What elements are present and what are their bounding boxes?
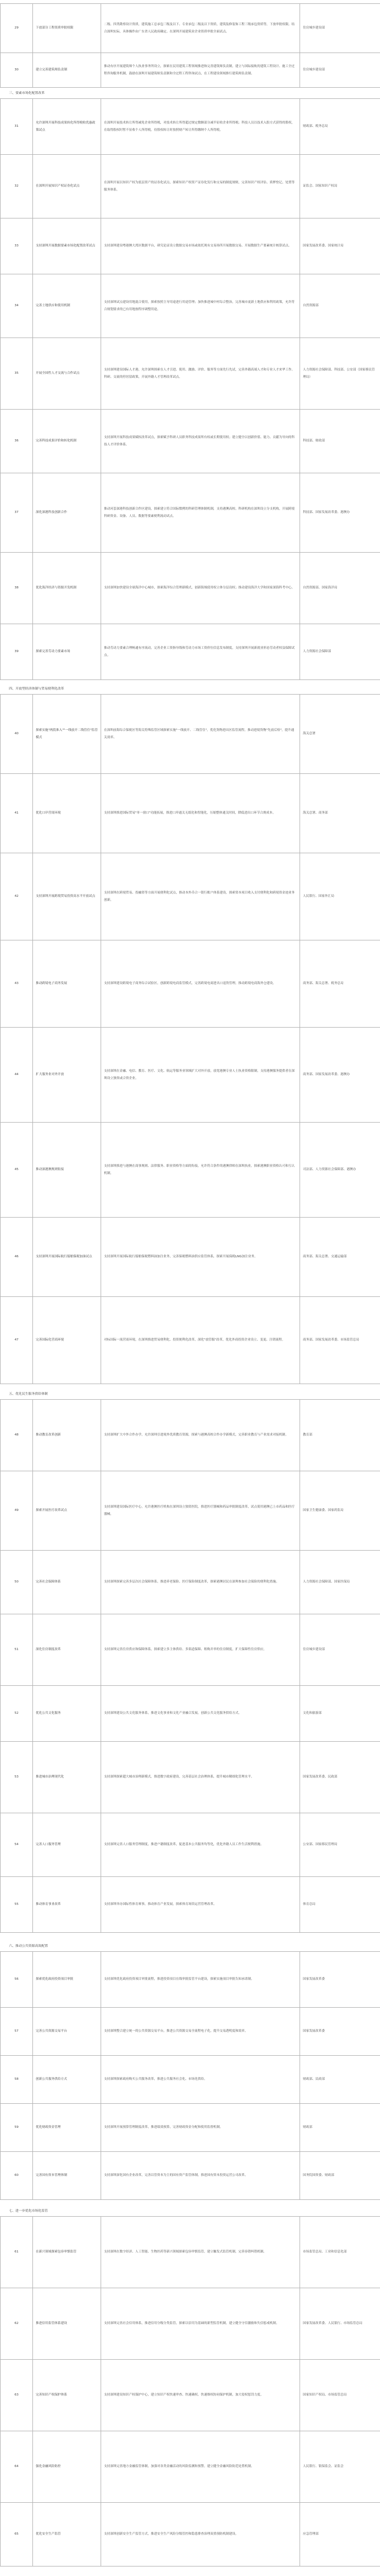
table-row xyxy=(1,624,380,680)
responsible-dept: 海关总署、商务部 xyxy=(300,774,380,853)
row-number: 29 xyxy=(1,4,33,53)
table-row xyxy=(1,2152,380,2200)
table-row xyxy=(1,853,380,940)
row-number: 33 xyxy=(1,218,33,274)
row-number: 50 xyxy=(1,1551,33,1614)
table-row xyxy=(1,2056,380,2104)
item-content: 支持深圳推进与港澳在商事规则、法律服务、职业资格等方面的衔接，允许符合条件的港澳律师在深圳执业，探索港澳职业资格认可和互认机制。 xyxy=(101,1123,300,1218)
responsible-dept: 司法部、人力资源社会保障部、港澳办 xyxy=(300,1123,380,1218)
responsible-dept: 国家发展改革委、民政部 xyxy=(300,1742,380,1813)
table-row xyxy=(1,338,380,410)
section-heading-four: 四、开放型经济体制与贸易便利化改革 xyxy=(9,687,64,691)
item-name: 推进城市治理现代化 xyxy=(33,1742,101,1813)
item-content: 二级、四类勘察设计资质，建筑施工总承包三级及以下、专业承包二级及以下资质，建筑装修装饰工程三级承包资质等，下放审批权限。结合深圳实际，具体操作由广东省人民政府确定。在深圳开展建筑业企业资质审批全面试点。 xyxy=(101,4,300,53)
section-heading-five: 五、优化民生服务供给体制 xyxy=(9,1392,48,1396)
item-content: 支持深圳建设公共文化服务体系，推进文化事业和文化产业融合发展，创新公共文化服务供给方式。 xyxy=(101,1686,300,1742)
table-row xyxy=(1,695,380,774)
items-table-top xyxy=(0,3,380,88)
responsible-dept: 国家发展改革委、人民银行、市场监管总局 xyxy=(300,2288,380,2360)
items-table-five xyxy=(0,1399,380,1933)
row-number: 37 xyxy=(1,473,33,553)
row-number: 46 xyxy=(1,1218,33,1297)
item-content: 支持深圳扩大中外合作办学，允许深圳引进境外优质教育资源，探索与港澳高校合作办学新模式，完善职业教育与产业需求对接机制。 xyxy=(101,1400,300,1471)
item-content: 支持深圳优化政府投资项目审批流程，推进投资项目在线审批监管平台建设，探索实施项目审批告知承诺制。 xyxy=(101,1952,300,2008)
table-row xyxy=(1,53,380,88)
row-number: 62 xyxy=(1,2288,33,2360)
table-row xyxy=(1,274,380,338)
row-number: 59 xyxy=(1,2104,33,2152)
row-number: 52 xyxy=(1,1686,33,1742)
item-name: 探索优化政府投资项目审批 xyxy=(33,1952,101,2008)
table-row xyxy=(1,1877,380,1933)
item-name: 优化公共文化服务 xyxy=(33,1686,101,1742)
table-row xyxy=(1,774,380,853)
table-row xyxy=(1,473,380,553)
item-content: 支持深圳推进国际贸易"单一窗口"功能拓展，推进口岸通关无纸化和智能化，压缩整体通关时间，降低进出口环节合规成本。 xyxy=(101,774,300,853)
responsible-dept: 科技部、国家发展改革委、港澳办 xyxy=(300,473,380,553)
item-content: 推动劳动力要素合理畅通有序流动，完善企业工资指导线和劳动力市场工资价位信息发布制度，支持深圳开展新就业形态劳动者权益保障试点。 xyxy=(101,624,300,680)
item-content: 推动有序开展建筑师个人执业事务所设立，探索在民用建筑工程领域推进和完善建筑师负责制，建立与国际接轨的建筑工程设计、施工全过程咨询服务机制，鼓励在深圳开展建筑师负责制和全过程工程咨询试点，在工程建设领域推行建筑师负责制。 xyxy=(101,53,300,88)
item-name: 探索实施"两段准入""一线放开二线管住"监管模式 xyxy=(33,695,101,774)
section-heading-three: 三、要素市场化配置改革 xyxy=(9,92,45,95)
table-row xyxy=(1,1400,380,1471)
table-row xyxy=(1,4,380,53)
responsible-dept: 国家知识产权局、市场监管总局 xyxy=(300,2360,380,2431)
responsible-dept: 教育部 xyxy=(300,1400,380,1471)
table-row xyxy=(1,2503,380,2567)
responsible-dept: 人民银行、银保监会、证监会 xyxy=(300,2431,380,2503)
item-content: 支持深圳加快建设全球海洋中心城市，探索海洋综合管理新模式，创新海域使用权立体分层设权；推动建设海洋大学和国家深海科考中心。 xyxy=(101,553,300,624)
item-content: 在深圳开展以知识产权为底层资产的证券化试点，探索知识产权资产证券化发行和交易的制度规则，完善知识产权评估、质押登记、处置等服务体系。 xyxy=(101,155,300,218)
row-number: 54 xyxy=(1,1813,33,1877)
table-row xyxy=(1,1742,380,1813)
item-content: 支持深圳建设知识产权保护中心，建立知识产权快速审查、快速确权、快速维权协同保护机制，加大侵权惩罚力度。 xyxy=(101,2360,300,2431)
table-row xyxy=(1,1952,380,2008)
item-content: 支持深圳建设粤港澳大湾区数据平台，研究论证设立数据交易市场或依托现有交易场所开展数据交易。开展数据生产要素统计核算试点。 xyxy=(101,218,300,274)
item-content: 支持深圳在跨境贸易、投融资等方面开展便利化试点，推动本外币合一银行账户体系建设，探索资本项目收入支付便利化和跨境资金池业务创新。 xyxy=(101,853,300,940)
table-row xyxy=(1,99,380,155)
row-number: 57 xyxy=(1,2008,33,2056)
item-name: 探索开展医疗改革试点 xyxy=(33,1471,101,1551)
item-name: 扩大服务业对外开放 xyxy=(33,1028,101,1123)
row-number: 58 xyxy=(1,2056,33,2104)
row-number: 42 xyxy=(1,853,33,940)
row-number: 30 xyxy=(1,53,33,88)
responsible-dept: 市场监管总局、工业和信息化部 xyxy=(300,2217,380,2288)
table-row xyxy=(1,2360,380,2431)
table-row xyxy=(1,1551,380,1614)
responsible-dept: 住房城乡建设部 xyxy=(300,53,380,88)
item-content: 支持深圳创新安全生产监管方式，推进安全生产风险分级管控和隐患排查治理双重预防机制建设。 xyxy=(101,2503,300,2567)
table-row xyxy=(1,2288,380,2360)
table-row xyxy=(1,553,380,624)
row-number: 44 xyxy=(1,1028,33,1123)
item-name: 推动教育改革创新 xyxy=(33,1400,101,1471)
item-name: 深化深港科技创新合作 xyxy=(33,473,101,553)
row-number: 35 xyxy=(1,338,33,410)
responsible-dept: 住房城乡建设部 xyxy=(300,1614,380,1686)
responsible-dept: 国家卫生健康委、国家药监局 xyxy=(300,1471,380,1551)
row-number: 34 xyxy=(1,274,33,338)
item-content: 支持深圳开展科技成果赋权改革试点，探索赋予科研人员职务科技成果所有权或长期使用权；建立健全以创新价值、能力、贡献为导向的科技人才评价体系。 xyxy=(101,410,300,473)
responsible-dept: 住房城乡建设部 xyxy=(300,4,380,53)
row-number: 65 xyxy=(1,2503,33,2567)
row-number: 56 xyxy=(1,1952,33,2008)
responsible-dept: 财政部 xyxy=(300,2104,380,2152)
responsible-dept: 人民银行、国家外汇局 xyxy=(300,853,380,940)
row-number: 41 xyxy=(1,774,33,853)
item-name: 开展全国性人才交流与合作试点 xyxy=(33,338,101,410)
item-content: 支持深圳完善住房供应和保障体系，探索建立多主体供给、多渠道保障、租购并举的住房制度，扩大保障性住房供应。 xyxy=(101,1614,300,1686)
item-name: 推动深港澳规则衔接 xyxy=(33,1123,101,1218)
item-content: 支持深圳深化国有企业改革，完善以管资本为主的国有资产监管体制，推进国有资本投资运营公司改革。 xyxy=(101,2152,300,2200)
item-content: 支持深圳建设国际医疗中心，允许港澳医疗机构在深圳设立独资医院，推进医疗器械和药品审批制度改革，试点使用港澳已上市药品和医疗器械。 xyxy=(101,1471,300,1551)
row-number: 51 xyxy=(1,1614,33,1686)
item-content: 对标国际一流营商环境，在深圳推进贸易便利化、投资便利化改革，深化"放管服"改革，优化外商投资企业设立、变更、注销流程。 xyxy=(101,1297,300,1384)
responsible-dept: 应急管理部 xyxy=(300,2503,380,2567)
item-content: 支持深圳在数字经济、人工智能、生物医药等新兴领域探索包容审慎监管，建立触发式监管机制，完善容错纠错机制。 xyxy=(101,2217,300,2288)
table-row xyxy=(1,410,380,473)
responsible-dept: 国家发展改革委 xyxy=(300,2008,380,2056)
row-number: 64 xyxy=(1,2431,33,2503)
responsible-dept: 自然资源部、国家海洋局 xyxy=(300,553,380,624)
table-row xyxy=(1,2104,380,2152)
section-heading-six: 六、推动公共资源高效配置 xyxy=(9,1945,48,1948)
row-number: 40 xyxy=(1,695,33,774)
item-name: 下放部分工程资质审批权限 xyxy=(33,4,101,53)
item-name: 创新公共服务供给方式 xyxy=(33,2056,101,2104)
table-row xyxy=(1,2008,380,2056)
item-name: 完善社会保障体系 xyxy=(33,1551,101,1614)
row-number: 36 xyxy=(1,410,33,473)
table-row xyxy=(1,155,380,218)
row-number: 38 xyxy=(1,553,33,624)
responsible-dept: 商务部、国家发展改革委、港澳办 xyxy=(300,1028,380,1123)
item-content: 支持深圳完善地方金融监管体制，加强对各类金融活动的风险监测和预警，建立健全金融风险防范处置机制。 xyxy=(101,2431,300,2503)
responsible-dept: 人力资源社会保障部、国家医保局 xyxy=(300,1551,380,1614)
row-number: 43 xyxy=(1,940,33,1028)
item-content: 支持深圳完善人口服务管理制度，推进户籍制度改革，促进基本公共服务均等化，优化外籍人员工作生活便利措施。 xyxy=(101,1813,300,1877)
item-name: 完善国际化营商环境 xyxy=(33,1297,101,1384)
item-content: 支持深圳探索超大城市治理新模式，推进数字政府建设，完善基层社会治理体系，提升城市精细化管理水平。 xyxy=(101,1742,300,1813)
table-row xyxy=(1,218,380,274)
item-name: 推动跨境电子商务发展 xyxy=(33,940,101,1028)
row-number: 47 xyxy=(1,1297,33,1384)
responsible-dept: 自然资源部 xyxy=(300,274,380,338)
item-name: 优化海洋经济与资源开发机制 xyxy=(33,553,101,624)
item-name: 完善国有资本管理体制 xyxy=(33,2152,101,2200)
responsible-dept: 人力资源社会保障部、科技部、公安部（国家移民管理局） xyxy=(300,338,380,410)
item-content: 支持深圳建设国际人才港，允许深圳探索在人才引进、使用、激励、评价、服务等方面先行先试，完善外籍高端人才和专业人才来华工作、科研、交流的停居留政策，开展外籍人才管理改革试点。 xyxy=(101,338,300,410)
item-name: 完善土地供应和使用机制 xyxy=(33,274,101,338)
item-name: 建立完善建筑师负责制 xyxy=(33,53,101,88)
item-name: 在新兴领域探索包容审慎监管 xyxy=(33,2217,101,2288)
item-name: 完善公共资源交易平台 xyxy=(33,2008,101,2056)
row-number: 39 xyxy=(1,624,33,680)
item-content: 支持深圳探索完善多层次社会保障体系，推进养老保险、医疗保险制度改革，探索港澳居民在深圳参加社会保险的便利化措施。 xyxy=(101,1551,300,1614)
item-content: 支持深圳建设跨境电子商务综合试验区，创新跨境电商监管模式，完善跨境电商进出口退货管理，推动跨境电商海外仓建设。 xyxy=(101,940,300,1028)
items-table-four xyxy=(0,694,380,1384)
items-table-seven xyxy=(0,2216,380,2567)
responsible-dept: 国家发展改革委 xyxy=(300,1952,380,2008)
row-number: 48 xyxy=(1,1400,33,1471)
responsible-dept: 海关总署 xyxy=(300,695,380,774)
table-row xyxy=(1,1686,380,1742)
item-name: 探索完善劳动力要素市场 xyxy=(33,624,101,680)
item-name: 支持深圳开展跨境贸易投资高水平开放试点 xyxy=(33,853,101,940)
items-table-six xyxy=(0,1951,380,2200)
item-content: 支持深圳完善社会信用体系，推进信用分级分类监管，探索以信用为基础的新型监管机制，建立健全守信激励和失信惩戒机制。 xyxy=(101,2288,300,2360)
responsible-dept: 文化和旅游部 xyxy=(300,1686,380,1742)
table-row xyxy=(1,1614,380,1686)
table-row xyxy=(1,940,380,1028)
responsible-dept: 国家发展改革委、国家统计局 xyxy=(300,218,380,274)
item-name: 允许深圳开展科技成果转化所得税收优惠政策试点 xyxy=(33,99,101,155)
row-number: 61 xyxy=(1,2217,33,2288)
item-content: 支持深圳试点建设用地混合使用，探索按照主导用途进行用途管理；加快推进城中村综合整治，完善城市更新土地供应和利用政策，允许符合规划要求的已有用地按程序调整用途。 xyxy=(101,274,300,338)
table-row xyxy=(1,1028,380,1123)
items-table-three xyxy=(0,98,380,680)
responsible-dept: 商务部、海关总署、交通运输部 xyxy=(300,1218,380,1297)
item-name: 优化财政资金管理 xyxy=(33,2104,101,2152)
item-content: 支持深圳整合建立统一的公共资源交易平台，推进公共资源交易全流程电子化，提升交易透明度和效率。 xyxy=(101,2008,300,2056)
responsible-dept: 人力资源社会保障部 xyxy=(300,624,380,680)
item-name: 完善科技成果评价和转化机制 xyxy=(33,410,101,473)
item-name: 支持深圳开展国际航行船舶保税加油试点 xyxy=(33,1218,101,1297)
item-content: 支持深圳在金融、电信、教育、医疗、文化、航运等服务业领域扩大对外开放，放宽港澳专业人士执业资格限制，支持港澳服务提供者在深圳设立独资或合资企业。 xyxy=(101,1028,300,1123)
responsible-dept: 体育总局 xyxy=(300,1877,380,1933)
item-content: 在深圳开展技术转让所得减免企业所得税，对技术转让所得超过规定数额部分减半征收企业所得税；科技人员以技术入股方式获得的股权，在取得股权时暂不征收个人所得税，待股权转让时按照财产转让所得缴纳个人所得税。 xyxy=(101,99,300,155)
item-content: 在深圳前海综合保税区等海关特殊监管区域探索实施"一线放开、二线管住"，优化货物进出区监管流程，推动进境货物"先放后检"，提升通关效率。 xyxy=(101,695,300,774)
row-number: 32 xyxy=(1,155,33,218)
item-content: 支持深圳开展国际航行船舶保税燃料油加注业务，完善保税燃料油供应监管体系，探索开展保税LNG加注业务。 xyxy=(101,1218,300,1297)
item-name: 深化住房制度改革 xyxy=(33,1614,101,1686)
item-content: 支持深圳探索政府购买公共服务改革，推进公共服务社会化、市场化供给。 xyxy=(101,2056,300,2104)
item-name: 推进信用监管体系建设 xyxy=(33,2288,101,2360)
item-name: 支持深圳开展数据要素市场化配置改革试点 xyxy=(33,218,101,274)
responsible-dept: 证监会、国家知识产权局 xyxy=(300,155,380,218)
item-content: 支持深圳开展预算管理制度改革，推进绩效预算，完善财政资金分配和使用监督机制。 xyxy=(101,2104,300,2152)
item-name: 强化金融风险防控 xyxy=(33,2431,101,2503)
row-number: 31 xyxy=(1,99,33,155)
table-row xyxy=(1,1471,380,1551)
responsible-dept: 科技部、财政部 xyxy=(300,410,380,473)
table-row xyxy=(1,2217,380,2288)
item-content: 支持深圳举办国际性体育赛事，推动体育产业发展，探索体育场馆运营管理改革。 xyxy=(101,1877,300,1933)
item-content: 推动河套深港科技创新合作区建设，探索建立符合国际惯例的科研管理体制机制，支持港澳高校、科研机构在深圳设立分支机构，开展跨境科研资金、设备、人员、数据等要素便利流动试点。 xyxy=(101,473,300,553)
row-number: 63 xyxy=(1,2360,33,2431)
item-name: 在深圳开展知识产权证券化试点 xyxy=(33,155,101,218)
item-name: 推动体育事业改革 xyxy=(33,1877,101,1933)
responsible-dept: 国务院国资委、财政部 xyxy=(300,2152,380,2200)
row-number: 49 xyxy=(1,1471,33,1551)
table-row xyxy=(1,1123,380,1218)
responsible-dept: 财政部、民政部 xyxy=(300,2056,380,2104)
table-row xyxy=(1,1297,380,1384)
item-name: 完善知识产权保护体系 xyxy=(33,2360,101,2431)
row-number: 55 xyxy=(1,1877,33,1933)
item-name: 优化口岸营商环境 xyxy=(33,774,101,853)
table-row xyxy=(1,2431,380,2503)
responsible-dept: 商务部、国家发展改革委、市场监管总局 xyxy=(300,1297,380,1384)
table-row xyxy=(1,1218,380,1297)
section-heading-seven: 七、进一步优化市场化监管 xyxy=(9,2209,48,2213)
responsible-dept: 财政部、税务总局 xyxy=(300,99,380,155)
responsible-dept: 商务部、海关总署、税务总局 xyxy=(300,940,380,1028)
item-name: 优化安全生产监管 xyxy=(33,2503,101,2567)
responsible-dept: 公安部、国家移民管理局 xyxy=(300,1813,380,1877)
item-name: 完善人口服务管理 xyxy=(33,1813,101,1877)
row-number: 45 xyxy=(1,1123,33,1218)
table-row xyxy=(1,1813,380,1877)
row-number: 60 xyxy=(1,2152,33,2200)
row-number: 53 xyxy=(1,1742,33,1813)
